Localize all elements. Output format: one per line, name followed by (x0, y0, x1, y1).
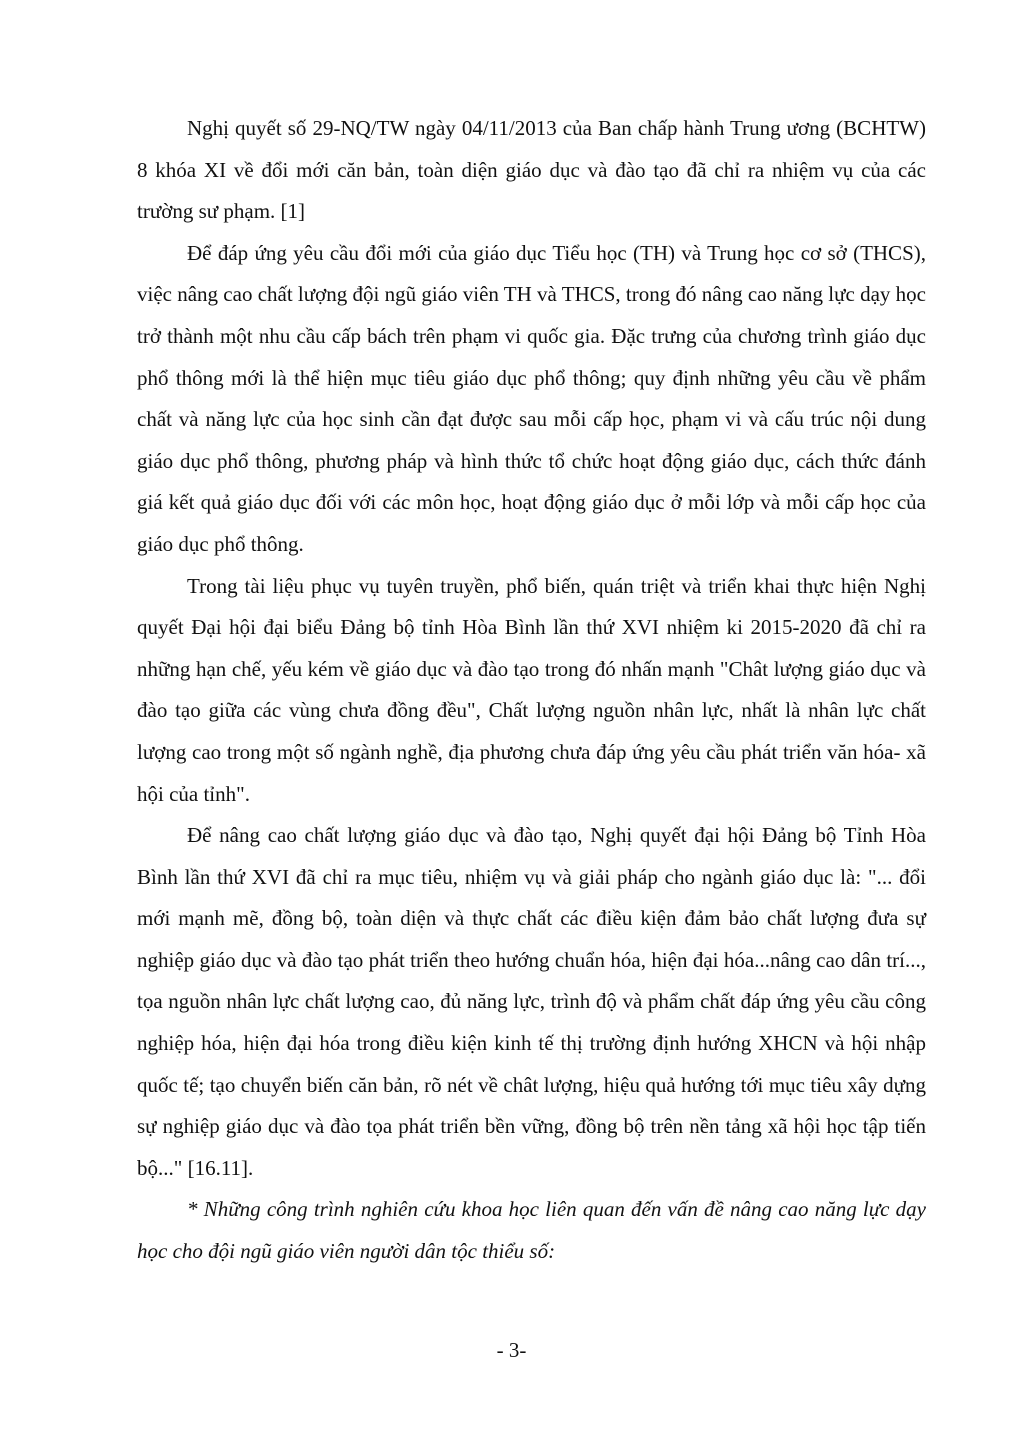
paragraph-education-reform: Để đáp ứng yêu cầu đổi mới của giáo dục Tiểu học (TH) và Trung học cơ sở (THCS), việc nâng cao chất lượng đội ngũ giáo viên TH và THCS, trong đó nâng cao năng lực dạy học trở thành một nhu cầu cấp bách trên phạm vi quốc gia. Đặc trưng của chương trình giáo dục phổ thông mới là thể hiện mục tiêu giáo dục phổ thông; quy định những yêu cầu về phẩm chất và năng lực của học sinh cần đạt được sau mỗi cấp học, phạm vi và cấu trúc nội dung giáo dục phổ thông, phương pháp và hình thức tổ chức hoạt động giáo dục, cách thức đánh giá kết quả giáo dục đối với các môn học, hoạt động giáo dục ở mỗi lớp và mỗi cấp học của giáo dục phổ thông. (137, 240, 926, 556)
paragraph-research-heading: * Những công trình nghiên cứu khoa học liên quan đến vấn đề nâng cao năng lực dạy học cho đội ngũ giáo viên người dân tộc thiểu số: (137, 1197, 926, 1264)
document-body (137, 108, 926, 1273)
paragraph-hoa-binh-congress: Trong tài liệu phục vụ tuyên truyền, phổ biến, quán triệt và triển khai thực hiện Nghị quyết Đại hội đại biểu Đảng bộ tỉnh Hòa Bình lần thứ XVI nhiệm ki 2015-2020 đã chỉ ra những hạn chế, yếu kém về giáo dục và đào tạo trong đó nhấn mạnh "Chât lượng giáo dục và đào tạo giữa các vùng chưa đồng đều", Chất lượng nguồn nhân lực, nhất là nhân lực chất lượng cao trong một số ngành nghề, địa phương chưa đáp ứng yêu cầu phát triển văn hóa- xã hội của tỉnh". (137, 573, 926, 806)
paragraph-resolution-29: Nghị quyết số 29-NQ/TW ngày 04/11/2013 của Ban chấp hành Trung ương (BCHTW) 8 khóa XI về đổi mới căn bản, toàn diện giáo dục và đào tạo đã chỉ ra nhiệm vụ của các trường sư phạm. [1] (137, 116, 926, 224)
page-number: - 3- (496, 1338, 527, 1362)
paragraph-quality-goals: Để nâng cao chất lượng giáo dục và đào tạo, Nghị quyết đại hội Đảng bộ Tỉnh Hòa Bình lần thứ XVI đã chỉ ra mục tiêu, nhiệm vụ và giải pháp cho ngành giáo dục là: "... đổi mới mạnh mẽ, đồng bộ, toàn diện và thực chất các điều kiện đảm bảo chất lượng đưa sự nghiệp giáo dục và đào tạo phát triển theo hướng chuẩn hóa, hiện đại hóa...nâng cao dân trí..., tọa nguồn nhân lực chất lượng cao, đủ năng lực, trình độ và phẩm chất đáp ứng yêu cầu công nghiệp hóa, hiện đại hóa trong điều kiện kinh tế thị trường định hướng XHCN và hội nhập quốc tế; tạo chuyển biến căn bản, rõ nét về chât lượng, hiệu quả hướng tới mục tiêu xây dựng sự nghiệp giáo dục và đào tọa phát triển bền vững, đồng bộ trên nền tảng xã hội học tập tiến bộ..." [16.11]. (137, 823, 926, 1180)
